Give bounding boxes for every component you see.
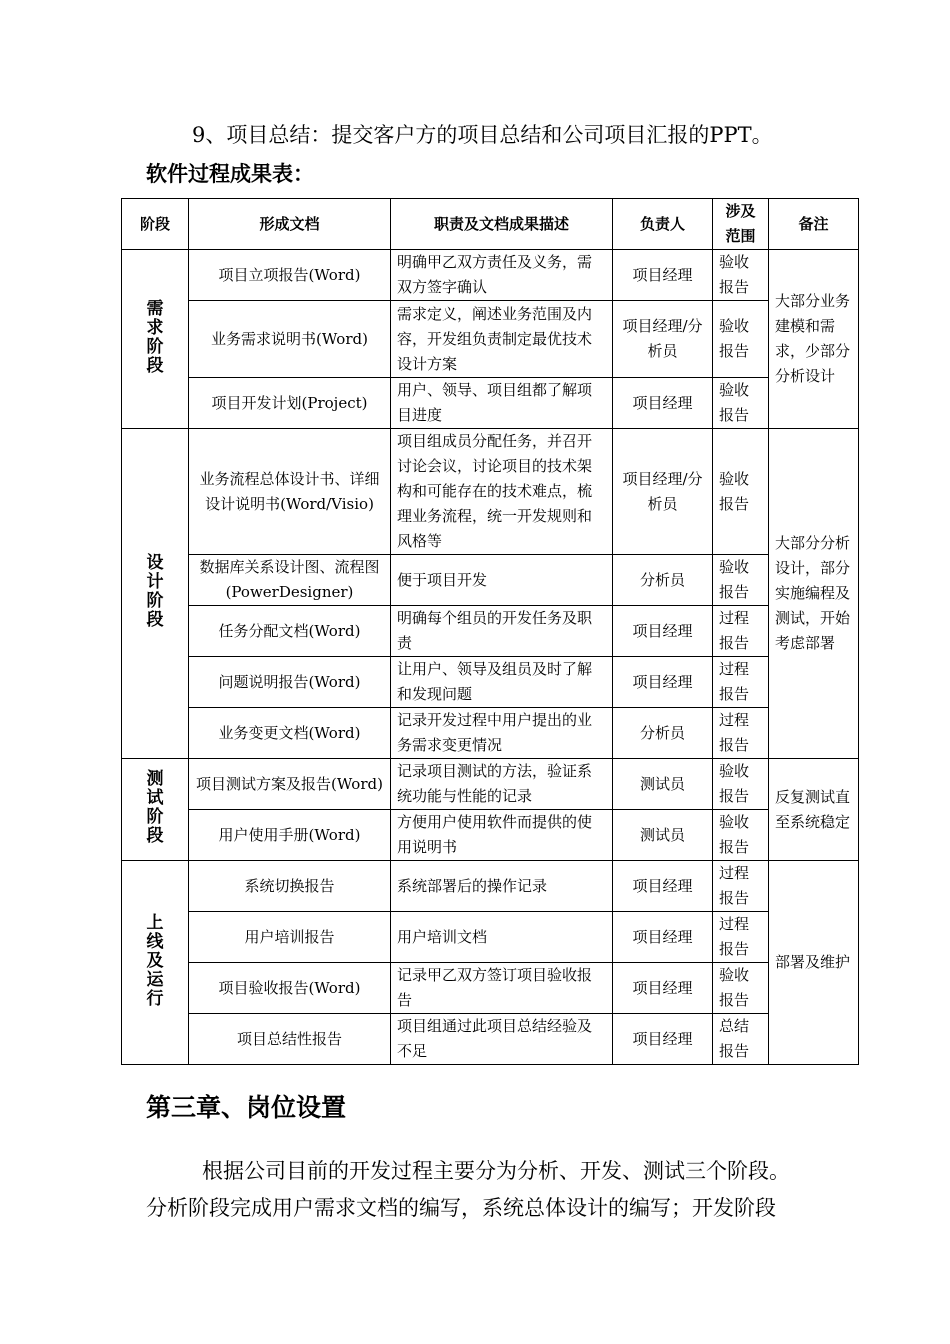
owner-cell: 项目经理	[613, 606, 713, 657]
document-cell: 用户培训报告	[189, 912, 391, 963]
document-cell: 项目验收报告(Word)	[189, 963, 391, 1014]
description-cell: 系统部署后的操作记录	[391, 861, 613, 912]
owner-cell: 项目经理	[613, 1014, 713, 1065]
header-scope: 涉及范围	[713, 199, 769, 250]
table-row	[122, 759, 859, 810]
description-cell: 项目组通过此项目总结经验及不足	[391, 1014, 613, 1065]
header-description: 职责及文档成果描述	[391, 199, 613, 250]
scope-cell: 验收报告	[713, 810, 769, 861]
table-row	[122, 606, 859, 657]
scope-cell: 验收报告	[713, 250, 769, 301]
remark-cell: 反复测试直至系统稳定	[769, 759, 859, 861]
scope-cell: 验收报告	[713, 301, 769, 378]
description-cell: 记录甲乙双方签订项目验收报告	[391, 963, 613, 1014]
table-header-row	[122, 199, 859, 250]
phase-cell	[122, 429, 189, 759]
phase-cell	[122, 250, 189, 429]
scope-cell: 过程报告	[713, 708, 769, 759]
header-document: 形成文档	[189, 199, 391, 250]
owner-cell: 项目经理/分析员	[613, 429, 713, 555]
document-cell: 任务分配文档(Word)	[189, 606, 391, 657]
description-cell: 用户、领导、项目组都了解项目进度	[391, 378, 613, 429]
document-cell: 项目测试方案及报告(Word)	[189, 759, 391, 810]
description-cell: 用户培训文档	[391, 912, 613, 963]
table-row	[122, 1014, 859, 1065]
scope-cell: 验收报告	[713, 429, 769, 555]
scope-cell: 验收报告	[713, 378, 769, 429]
description-cell: 便于项目开发	[391, 555, 613, 606]
description-cell: 需求定义，阐述业务范围及内容，开发组负责制定最优技术设计方案	[391, 301, 613, 378]
table-caption: 软件过程成果表：	[146, 162, 314, 186]
description-cell: 记录项目测试的方法，验证系统功能与性能的记录	[391, 759, 613, 810]
document-cell: 业务需求说明书(Word)	[189, 301, 391, 378]
scope-cell: 过程报告	[713, 606, 769, 657]
document-cell: 问题说明报告(Word)	[189, 657, 391, 708]
table-row	[122, 657, 859, 708]
table-row	[122, 555, 859, 606]
body-text-line: 分析阶段完成用户需求文档的编写，系统总体设计的编写；开发阶段	[146, 1196, 776, 1220]
phase-label: 设计阶段	[146, 553, 164, 630]
remark-cell: 部署及维护	[769, 861, 859, 1065]
document-cell: 项目立项报告(Word)	[189, 250, 391, 301]
description-cell: 项目组成员分配任务，并召开讨论会议，讨论项目的技术架构和可能存在的技术难点，梳理业务流程，统一开发规则和风格等	[391, 429, 613, 555]
phase-label: 需求阶段	[146, 298, 164, 376]
table-row	[122, 708, 859, 759]
table-row	[122, 250, 859, 301]
document-cell: 数据库关系设计图、流程图(PowerDesigner)	[189, 555, 391, 606]
document-cell: 项目开发计划(Project)	[189, 378, 391, 429]
header-phase: 阶段	[122, 199, 189, 250]
scope-cell: 验收报告	[713, 555, 769, 606]
document-cell: 业务变更文档(Word)	[189, 708, 391, 759]
scope-cell: 验收报告	[713, 759, 769, 810]
table-row	[122, 429, 859, 555]
scope-cell: 过程报告	[713, 861, 769, 912]
description-cell: 方便用户使用软件而提供的使用说明书	[391, 810, 613, 861]
description-cell: 明确每个组员的开发任务及职责	[391, 606, 613, 657]
scope-cell: 验收报告	[713, 963, 769, 1014]
document-cell: 项目总结性报告	[189, 1014, 391, 1065]
owner-cell: 项目经理	[613, 963, 713, 1014]
scope-cell: 过程报告	[713, 657, 769, 708]
owner-cell: 项目经理	[613, 912, 713, 963]
body-text-line: 根据公司目前的开发过程主要分为分析、开发、测试三个阶段。	[202, 1159, 790, 1183]
owner-cell: 测试员	[613, 810, 713, 861]
description-cell: 记录开发过程中用户提出的业务需求变更情况	[391, 708, 613, 759]
document-cell: 业务流程总体设计书、详细设计说明书(Word/Visio)	[189, 429, 391, 555]
owner-cell: 分析员	[613, 708, 713, 759]
process-deliverables-table	[121, 198, 859, 1065]
owner-cell: 分析员	[613, 555, 713, 606]
scope-cell: 过程报告	[713, 912, 769, 963]
header-owner: 负责人	[613, 199, 713, 250]
table-row	[122, 301, 859, 378]
scope-cell: 总结报告	[713, 1014, 769, 1065]
description-cell: 让用户、领导及组员及时了解和发现问题	[391, 657, 613, 708]
header-remark: 备注	[769, 199, 859, 250]
paragraph-project-summary: 9、项目总结：提交客户方的项目总结和公司项目汇报的PPT。	[192, 123, 773, 147]
phase-label: 上线及运行	[146, 912, 164, 1009]
table-row	[122, 810, 859, 861]
phase-cell	[122, 861, 189, 1065]
owner-cell: 项目经理/分析员	[613, 301, 713, 378]
chapter-heading: 第三章、岗位设置	[146, 1093, 347, 1122]
owner-cell: 项目经理	[613, 861, 713, 912]
remark-cell: 大部分分析设计，部分实施编程及测试，开始考虑部署	[769, 429, 859, 759]
owner-cell: 测试员	[613, 759, 713, 810]
remark-cell: 大部分业务建模和需求，少部分分析设计	[769, 250, 859, 429]
phase-cell	[122, 759, 189, 861]
owner-cell: 项目经理	[613, 250, 713, 301]
table-row	[122, 861, 859, 912]
table-row	[122, 963, 859, 1014]
document-cell: 用户使用手册(Word)	[189, 810, 391, 861]
document-cell: 系统切换报告	[189, 861, 391, 912]
owner-cell: 项目经理	[613, 378, 713, 429]
phase-label: 测试阶段	[146, 769, 164, 846]
table-row	[122, 378, 859, 429]
table-row	[122, 912, 859, 963]
description-cell: 明确甲乙双方责任及义务，需双方签字确认	[391, 250, 613, 301]
owner-cell: 项目经理	[613, 657, 713, 708]
